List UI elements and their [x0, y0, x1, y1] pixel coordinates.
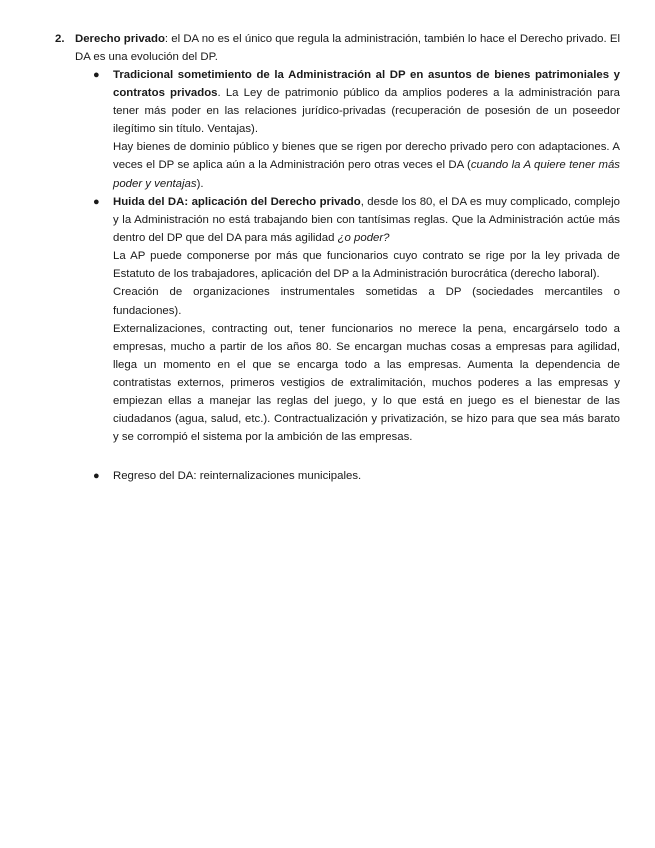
- bullet-item-regreso: [93, 467, 620, 485]
- bullet-paragraph: La AP puede componerse por más que funcionarios cuyo contrato se rige por la ley privada de Estatuto de los trabajadores, aplicación del DP a la Administración burocrática (derecho laboral).: [113, 250, 620, 281]
- bullet-text: Hay bienes de dominio público y bienes que se rigen por derecho privado pero con adaptaciones. A veces el DP se aplica aún a la Administración pero otras veces el DA (: [113, 141, 620, 172]
- bullet-italic: ¿o poder?: [337, 232, 390, 245]
- bullet-text: ).: [196, 177, 204, 190]
- bullet-heading: Tradicional sometimiento de la Administración al DP en asuntos de bienes patrimoniales y contratos privados: [113, 69, 620, 100]
- bullet-italic: cuando la A quiere tener más poder y ventajas: [113, 159, 621, 190]
- bullet-body: [113, 193, 620, 446]
- item-text: : el DA no es el único que regula la administración, también lo hace el Derecho privado. El DA es una evolución del DP.: [75, 33, 620, 64]
- bullet-heading: Huida del DA: aplicación del Derecho privado: [113, 196, 361, 208]
- bullet-dot-icon: ●: [93, 470, 100, 482]
- item-title: Derecho privado: [75, 33, 165, 45]
- bullet-paragraph: Externalizaciones, contracting out, tener funcionarios no merece la pena, encargárselo todo a empresas, mucho a partir de los años 80. Se encargan muchas cosas a empresas para agilidad, llega un momento en el que se encarga todo a las empresas. Aumenta la dependencia de contratistas externos, primeros vestigios de extralimitación, muchos poderes a las empresas y empiezan ellas a manejar las reglas del juego, y lo que está en juego es el bienestar de las ciudadanos (agua, salud, etc.). Contractualización y privatización, se hizo para que sea más barato y se corrompió el sistema por la ambición de las empresas.: [113, 322, 620, 444]
- bullet-dot-icon: ●: [93, 69, 100, 81]
- numbered-item-2: [55, 30, 620, 66]
- bullet-text: . La Ley de patrimonio público da amplios poderes a la administración para tener más poder en las relaciones jurídico-privadas (recuperación de posesión de un poseedor ilegítimo sin título. Ventajas).: [113, 87, 620, 136]
- bullet-paragraph: [113, 66, 620, 138]
- bullet-paragraph: [113, 138, 620, 192]
- item-body: [75, 30, 620, 66]
- bullet-item-tradicional: [93, 66, 620, 193]
- bullet-paragraph: Creación de organizaciones instrumentales sometidas a DP (sociedades mercantiles o fundaciones).: [113, 286, 620, 317]
- item-number: 2.: [55, 33, 65, 45]
- bullet-body: [113, 467, 620, 485]
- bullet-item-huida: [93, 193, 620, 446]
- bullet-text: , desde los 80, el DA es muy complicado, complejo y la Administración no está trabajando bien con tantísimas reglas. Que la Administración actúe más dentro del DP que del DA para más agilidad: [113, 196, 621, 245]
- bullet-paragraph: [113, 193, 620, 247]
- bullet-paragraph: Regreso del DA: reinternalizaciones municipales.: [113, 470, 362, 482]
- bullet-body: [113, 66, 620, 193]
- bullet-dot-icon: ●: [93, 196, 100, 208]
